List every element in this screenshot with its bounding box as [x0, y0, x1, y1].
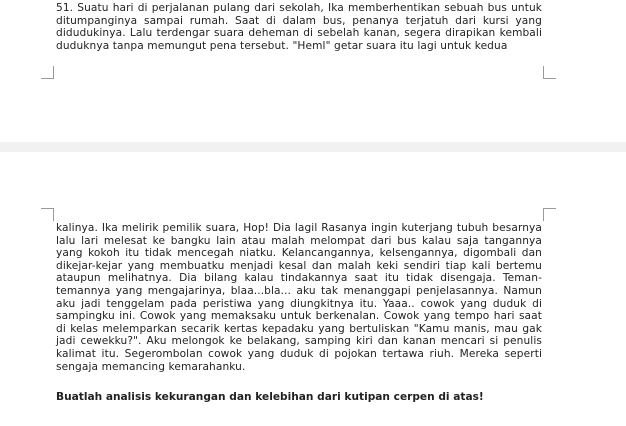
- crop-mark-bottom-left: [41, 208, 54, 221]
- story-paragraph-bottom: kalinya. Ika melirik pemilik suara, Hop! Dia lagil Rasanya ingin kuterjang tubuh besarnya lalu lari melesat ke bangku lain atau malah melompat dari bus kalau saja tangannya yang kokoh itu tidak mencegah niatku. Kelancangannya, kelsengannya, digombali dan dikejar-kejar yang membuatku menjadi kesal dan malah keki sendiri tiap kali bertemu ataupun melihatnya. Dia bilang kalau tindakannya saat itu tidak disengaja. Teman-temannya yang mengajarinya, blaa...bla... aku tak menanggapi penjelasannya. Namun aku jadi tenggelam pada peristiwa yang diungkitnya itu. Yaaa.. cowok yang duduk di sampingku ini. Cowok yang memaksaku untuk berkenalan. Cowok yang tempo hari saat di kelas melemparkan secarik kertas kepadaku yang bertuliskan "Kamu manis, mau gak jadi cewekku?". Aku melongok ke belakang, samping kiri dan kanan mencari si penulis kalimat itu. Segerombolan cowok yang duduk di pojokan tertawa riuh. Mereka seperti sengaja memancing kemarahanku.: [56, 222, 542, 373]
- crop-mark-bottom-right: [543, 208, 556, 221]
- story-paragraph-top: 51. Suatu hari di perjalanan pulang dari sekolah, Ika memberhentikan sebuah bus untuk ditumpanginya sampai rumah. Saat di dalam bus, penanya terjatuh dari kursi yang didudukinya. Lalu terdengar suara deheman di sebelah kanan, segera dirapikan kembali duduknya tanpa memungut pena tersebut. "Heml" getar suara itu lagi untuk kedua: [56, 2, 542, 52]
- document-page-bottom: [0, 152, 626, 426]
- crop-mark-top-right: [543, 66, 556, 79]
- crop-mark-top-left: [41, 66, 54, 79]
- document-page-top: [0, 0, 626, 142]
- question-text: Buatlah analisis kekurangan dan kelebihan dari kutipan cerpen di atas!: [56, 391, 484, 403]
